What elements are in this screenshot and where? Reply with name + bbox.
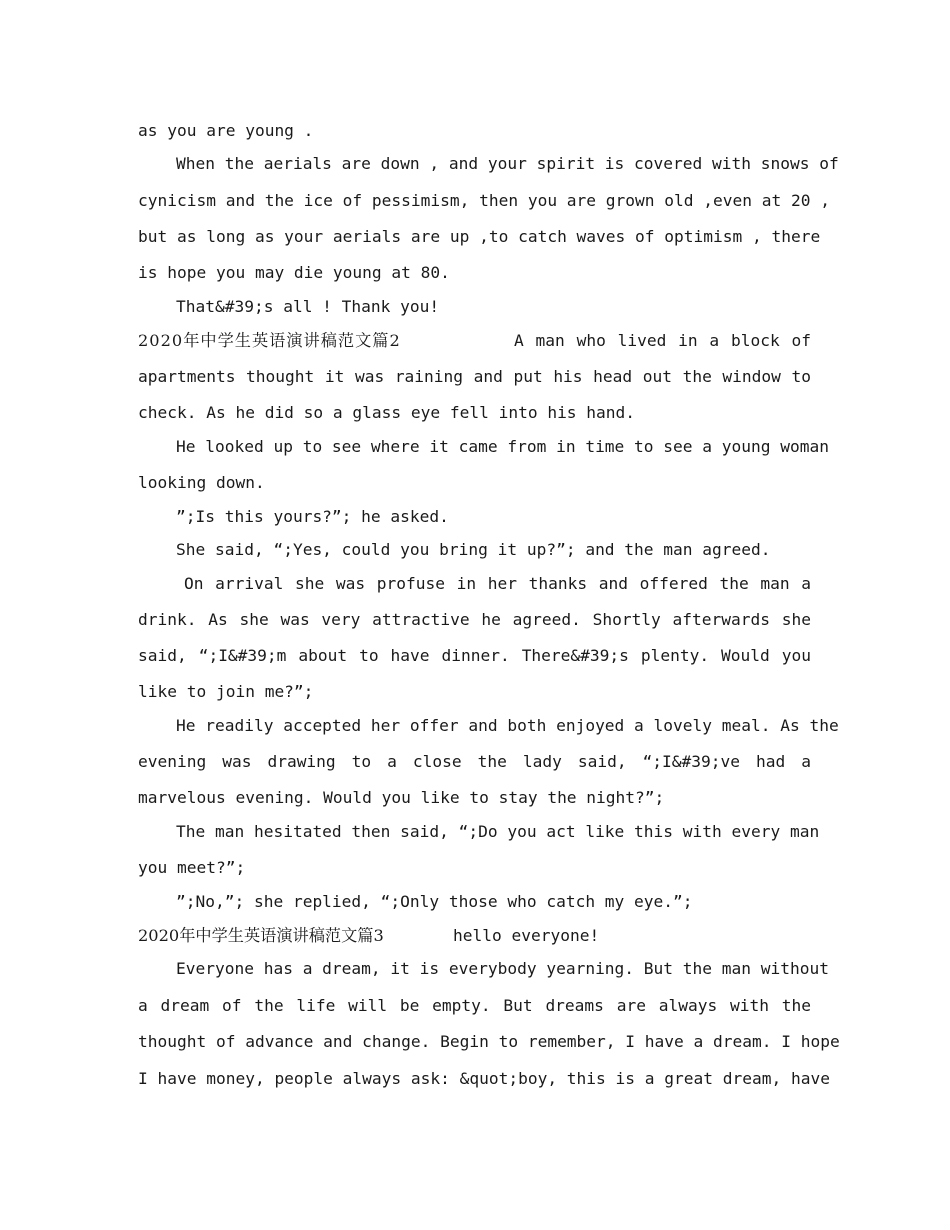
text-line: marvelous evening. Would you like to stay the night?”; (138, 788, 665, 807)
text-line: The man hesitated then said, “;Do you act like this with every man (176, 822, 820, 841)
text-line: ”;Is this yours?”; he asked. (176, 507, 449, 526)
text-line: check. As he did so a glass eye fell into his hand. (138, 403, 636, 422)
text-line: He readily accepted her offer and both enjoyed a lovely meal. As the (176, 716, 839, 735)
text-line: cynicism and the ice of pessimism, then you are grown old ,even at 20 , (138, 191, 830, 210)
text-line: you meet?”; (138, 858, 246, 877)
text-line: thought of advance and change. Begin to remember, I have a dream. I hope (138, 1032, 840, 1051)
section-heading-3 (138, 925, 811, 947)
text-line: but as long as your aerials are up ,to catch waves of optimism , there (138, 227, 821, 246)
section-first-line: hello everyone! (453, 926, 600, 945)
text-line: drink. As she was very attractive he agreed. Shortly afterwards she (138, 610, 811, 629)
text-line: Everyone has a dream, it is everybody yearning. But the man without (176, 959, 829, 978)
text-line: ”;No,”; she replied, “;Only those who catch my eye.”; (176, 892, 693, 911)
section-title: 2020年中学生英语演讲稿范文篇2 (138, 331, 401, 350)
text-line: looking down. (138, 473, 265, 492)
text-line: That&#39;s all ! Thank you! (176, 297, 440, 316)
text-line: He looked up to see where it came from in time to see a young woman (176, 437, 829, 456)
text-line: as you are young . (138, 121, 314, 140)
text-line: is hope you may die young at 80. (138, 263, 450, 282)
text-line: On arrival she was profuse in her thanks and offered the man a (184, 574, 811, 593)
text-line: evening was drawing to a close the lady said, “;I&#39;ve had a (138, 752, 811, 771)
text-line: a dream of the life will be empty. But dreams are always with the (138, 996, 811, 1015)
text-line: When the aerials are down , and your spirit is covered with snows of (176, 154, 839, 173)
text-line: like to join me?”; (138, 682, 314, 701)
text-line: She said, “;Yes, could you bring it up?”; and the man agreed. (176, 540, 771, 559)
text-line: apartments thought it was raining and put his head out the window to (138, 367, 811, 386)
section-title: 2020年中学生英语演讲稿范文篇3 (138, 926, 384, 945)
text-line: I have money, people always ask: &quot;boy, this is a great dream, have (138, 1069, 830, 1088)
section-first-line: A man who lived in a block of (514, 331, 811, 350)
section-heading-2 (138, 330, 811, 352)
text-line: said, “;I&#39;m about to have dinner. There&#39;s plenty. Would you (138, 646, 811, 665)
